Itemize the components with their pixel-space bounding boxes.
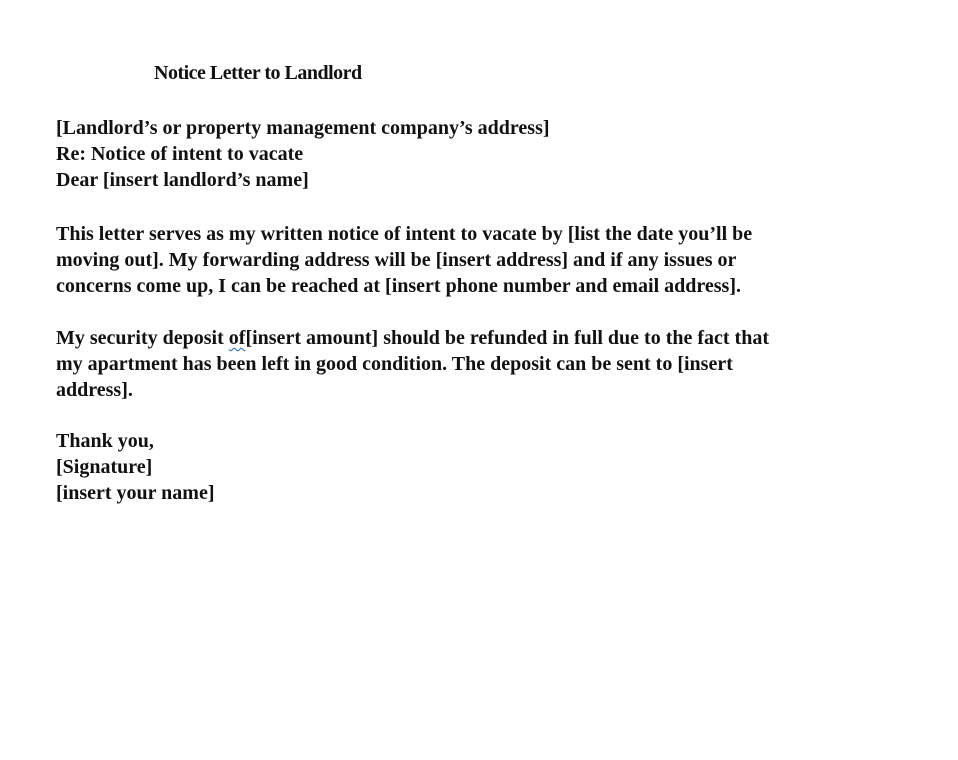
closing-thanks: Thank you, [56,430,154,452]
header-block [56,115,856,193]
paragraph-text: [insert amount] should be refunded in full due to the fact that [245,327,769,349]
paragraph-line: This letter serves as my written notice of intent to vacate by [list the date you’ll be [56,223,753,245]
paragraph-line: moving out]. My forwarding address will be [insert address] and if any issues or [56,249,737,271]
document-title: Notice Letter to Landlord [154,62,362,84]
closing-block [56,428,856,506]
paragraph-deposit [56,325,856,403]
name-placeholder: [insert your name] [56,482,215,504]
signature-placeholder: [Signature] [56,456,153,478]
paragraph-line [56,325,856,351]
paragraph-text: My security deposit [56,327,229,349]
landlord-address-line: [Landlord’s or property management company’s address] [56,117,550,139]
paragraph-line: address]. [56,379,133,401]
paragraph-line: concerns come up, I can be reached at [insert phone number and email address]. [56,275,741,297]
salutation-line: Dear [insert landlord’s name] [56,169,309,191]
subject-line: Re: Notice of intent to vacate [56,143,304,165]
paragraph-line: my apartment has been left in good condition. The deposit can be sent to [insert [56,353,733,375]
paragraph-intent [56,221,856,299]
grammar-flagged-word[interactable]: of [228,327,246,349]
